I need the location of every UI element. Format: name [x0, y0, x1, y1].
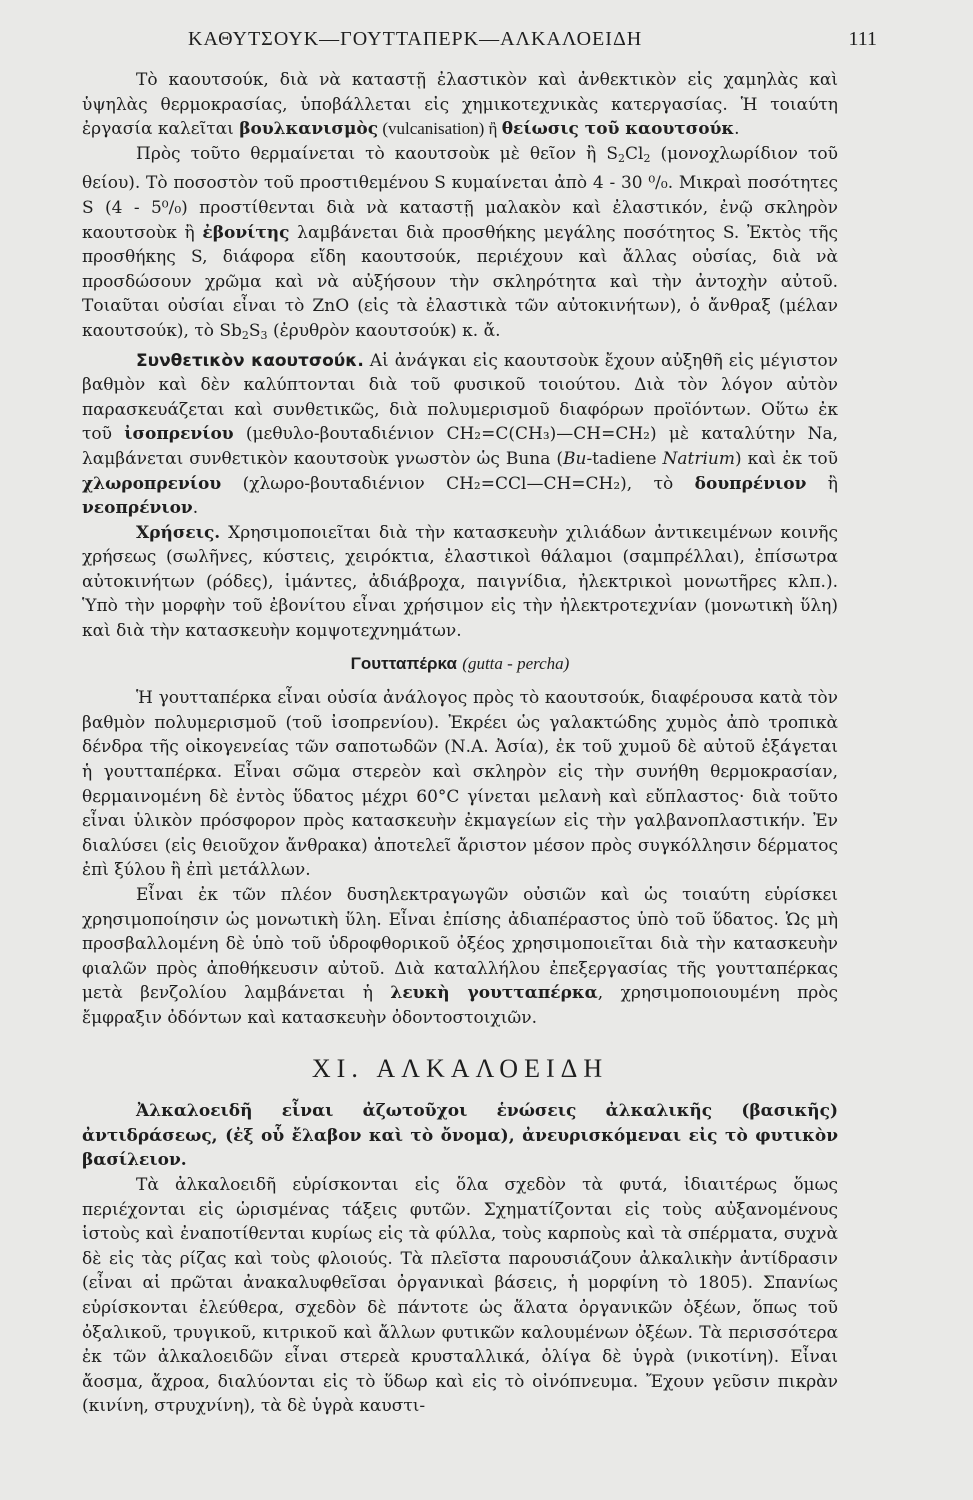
text-span: (ἐρυθρὸν καουτσούκ) κ. ἄ.	[267, 320, 501, 341]
text-span: Πρὸς τοῦτο θερμαίνεται τὸ καουτσοὺκ μὲ θεῖον ἢ S	[136, 143, 618, 164]
text-span: Τὸ καουτσούκ, διὰ νὰ καταστῇ ἐλαστικὸν καὶ ἀνθεκτικὸν εἰς χαμηλὰς καὶ ὑψηλὰς θερμοκρασίας, ὑποβάλλεται εἰς χημικοτεχνικὰς κατεργασίας. Ἡ τοιαύτη ἐργασία καλεῖται	[82, 70, 838, 140]
paragraph-sulfur	[82, 142, 838, 349]
text-span: , χρησιμοποιουμένη πρὸς ἔμφραξιν ὀδόντων καὶ κατασκευὴν ὀδοντοστοιχιῶν.	[82, 983, 838, 1028]
term-duprene: δουπρένιον	[694, 473, 807, 494]
text-span: Τὰ ἀλκαλοειδῆ εὑρίσκονται εἰς ὅλα σχεδὸν τὰ φυτά, ἰδιαιτέρως ὅμως περιέχονται εἰς ὡρισμένας τάξεις φυτῶν. Σχηματίζονται εἰς τοὺς αὐξανομένους ἱστοὺς καὶ ἐναποτίθενται κυρίως εἰς τὰ φύλλα, τοὺς καρποὺς καὶ τὰ σπέρματα, συχνὰ δὲ εἰς τὰς ρίζας καὶ τοὺς φλοιούς. Τὰ πλεῖστα παρουσιάζουν ἀλκαλικὴν ἀντίδρασιν (εἶναι αἱ πρῶται ἀνακαλυφθεῖσαι ὀργανικαὶ βάσεις, ἡ μορφίνη τὸ 1805). Σπανίως εὑρίσκονται ἐλεύθερα, σχεδὸν δὲ πάντοτε ὡς ἅλατα ὀργανικῶν ὀξέων, ὅπως τοῦ ὀξαλικοῦ, τρυγικοῦ, κιτρικοῦ καὶ ἄλλων φυτικῶν καλουμένων ὀξέων. Τὰ περισσότερα ἐκ τῶν ἀλκαλοειδῶν εἶναι στερεὰ κρυσταλλικά, ὀλίγα δὲ ὑγρὰ (νικοτίνη). Εἶναι ἄοσμα, ἄχροα, διαλύονται εἰς τὸ ὕδωρ καὶ εἰς τὸ οἰνόπνευμα. Ἔχουν γεῦσιν πικρὰν (κινίνη, στρυχνίνη), τὰ δὲ ὑγρὰ καυστι-	[82, 1174, 838, 1417]
term-uses: Χρήσεις.	[136, 522, 221, 543]
text-span: .	[734, 119, 740, 140]
text-span: .	[192, 498, 199, 519]
text-span: Χρησιμοποιεῖται διὰ τὴν κατασκευὴν χιλιάδων ἀντικειμένων κοινῆς χρήσεως (σωλῆνες, κύστεις, χειρόκτια, ἐλαστικοὶ θάλαμοι (σαμπρέλλαι), ἐπίσωτρα αὐτοκινήτων (ρόδες), ἱμάντες, ἀδιάβροχα, παιγνίδια, ἠλεκτρικοὶ μονωτῆρες κλπ.). Ὑπὸ τὴν μορφὴν τοῦ ἐβονίτου εἶναι χρήσιμον εἰς τὴν ἠλεκτροτεχνίαν (μονωτικὴ ὕλη) καὶ διὰ τὴν κατασκευὴν κομψοτεχνημάτων.	[82, 522, 838, 642]
heading-text: Γουτταπέρκα	[350, 653, 457, 673]
text-span: ἢ	[806, 473, 838, 494]
subscript: 2	[241, 328, 249, 342]
paragraph-alkaloid-definition	[82, 1099, 838, 1173]
page-number: 111	[848, 28, 877, 50]
term-ebonite: ἐβονίτης	[202, 222, 290, 243]
paragraph-vulcanisation	[82, 68, 838, 142]
text-span: (μονοχλωρίδιον τοῦ θείου). Τὸ ποσοστὸν τοῦ προστιθεμένου S κυμαίνεται ἀπὸ 4 - 30 ⁰/₀. Μικραὶ ποσότητες S (4 - 5⁰/₀) προστίθενται διὰ νὰ καταστῇ μαλακὸν καὶ ἐλαστικόν, ἐνῷ σκληρὸν καουτσοὺκ ἢ	[82, 143, 838, 243]
paragraph-alkaloids-1	[82, 1173, 838, 1419]
term-vulcanisation: βουλκανισμὸς	[239, 119, 379, 140]
text-span: ) καὶ ἐκ τοῦ	[734, 448, 838, 469]
text-span: Εἶναι ἐκ τῶν πλέον δυσηλεκτραγωγῶν οὐσιῶν καὶ ὡς τοιαύτη εὑρίσκει χρησιμοποίησιν ὡς μονωτικὴ ὕλη. Εἶναι ἐπίσης ἀδιαπέραστος ὑπὸ τοῦ ὕδατος. Ὡς μὴ προσβαλλομένη δὲ ὑπὸ τοῦ ὑδροφθορικοῦ ὀξέος χρησιμοποιεῖται διὰ τὴν κατασκευὴν φιαλῶν πρὸς ἀποθήκευσιν αὐτοῦ. Διὰ καταλλήλου ἐπεξεργασίας τῆς γουτταπέρκας μετὰ βενζολίου λαμβάνεται ἡ	[82, 885, 838, 1004]
heading-latin: (gutta - percha)	[462, 653, 570, 673]
paragraph-synthetic	[82, 349, 838, 521]
text-span: Ἡ γουτταπέρκα εἶναι οὐσία ἀνάλογος πρὸς τὸ καουτσούκ, διαφέρουσα κατὰ τὸν βαθμὸν πολυμερισμοῦ (τοῦ ἰσοπρενίου). Ἐκρέει ὡς γαλακτώδης χυμὸς ἀπὸ τροπικὰ δένδρα τῆς οἰκογενείας τῶν σαποτωδῶν (Ν.Α. Ἀσία), ἐκ τοῦ χυμοῦ δὲ αὐτοῦ ἐξάγεται ἡ γουτταπέρκα. Εἶναι σῶμα στερεὸν καὶ σκληρὸν εἰς τὴν συνήθη θερμοκρασίαν, θερμαινομένη δὲ ἐντὸς ὕδατος μέχρι 60°C γίνεται μελανὴ καὶ εὔπλαστος· διὰ τοῦτο εἶναι ὑλικὸν πρόσφορον πρὸς κατασκευὴν ἐκμαγείων εἰς τὴν γαλβανοπλαστικήν. Ἐν διαλύσει (εἰς θειοῦχον ἄνθρακα) ἀποτελεῖ ἄριστον μέσον πρὸς συγκόλλησιν δέρματος ἐπὶ ξύλου ἢ ἐπὶ μετάλλων.	[82, 688, 838, 881]
subscript: 2	[618, 151, 625, 165]
text-span: -tadiene	[586, 448, 663, 469]
term-sulfuration: θείωσις τοῦ καουτσούκ	[501, 119, 735, 140]
term-neoprene: νεοπρένιον	[82, 498, 193, 519]
text-span: λαμβάνεται διὰ προσθήκης μεγάλης ποσότητος S. Ἐκτὸς τῆς προσθήκης S, διάφορα εἴδη καουτσούκ, περιέχουν καὶ ἄλλας οὐσίας, διὰ νὰ προσδώσουν χρῶμα καὶ νὰ αὐξήσουν τὴν σκληρότητα καὶ τὴν ἀντοχὴν αὐτοῦ. Τοιαῦται οὐσίαι εἶναι τὸ ZnO (εἰς τὰ ἐλαστικὰ τῶν αὐτοκινήτων), ὁ ἄνθραξ (μέλαν καουτσούκ), τὸ Sb	[82, 222, 838, 341]
running-header	[108, 28, 877, 68]
text-span: (μεθυλο-βουταδιένιον CH₂=C(CH₃)—CH=CH₂) μὲ καταλύτην Na, λαμβάνεται συνθετικὸν καουτσοὺκ γνωστὸν ὡς Buna (	[82, 424, 838, 469]
term-white-gutta-percha: λευκὴ γουτταπέρκα	[390, 983, 598, 1004]
term-isoprene: ἰσοπρενίου	[124, 424, 234, 445]
page-body	[82, 68, 838, 1419]
text-span: (vulcanisation) ἢ	[378, 119, 502, 139]
text-span: (χλωρο-βουταδιένιον CH₂=CCl—CH=CH₂), τὸ	[221, 473, 695, 494]
definition-text: Ἀλκαλοειδῆ εἶναι ἀζωτοῦχοι ἑνώσεις ἀλκαλικῆς (βασικῆς) ἀντιδράσεως, (ἐξ οὗ ἔλαβον καὶ τὸ ὄνομα), ἀνευρισκόμεναι εἰς τὸ φυτικὸν βασίλειον.	[82, 1101, 838, 1171]
text-span: S	[248, 320, 261, 341]
paragraph-gutta-1	[82, 686, 838, 883]
section-heading-gutta-percha	[82, 652, 838, 677]
text-span: Cl	[625, 143, 644, 164]
paragraph-uses	[82, 521, 838, 644]
paragraph-gutta-2	[82, 883, 838, 1031]
subscript: 3	[260, 328, 268, 342]
running-title: ΚΑΘΥΤΣΟΥΚ—ΓΟΥΤΤΑΠΕΡΚ—ΑΛΚΑΛΟΕΙΔΗ	[188, 28, 643, 50]
term-chloroprene: χλωροπρενίου	[82, 473, 222, 494]
italic-span: Bu	[562, 448, 587, 469]
text-span: Αἱ ἀνάγκαι εἰς καουτσοὺκ ἔχουν αὐξηθῆ εἰς μέγιστον βαθμὸν καὶ δὲν καλύπτονται διὰ τοῦ φυσικοῦ τοιούτου. Διὰ τὸν λόγον αὐτὸν παρασκευάζεται καὶ συνθετικῶς, διὰ πολυμερισμοῦ διαφόρων προϊόντων. Οὕτω ἐκ τοῦ	[82, 350, 838, 445]
subscript: 2	[643, 151, 651, 165]
chapter-heading-alkaloids: XI. ΑΛΚΑΛΟΕΙΔΗ	[311, 1053, 609, 1083]
italic-span: Natrium	[662, 448, 735, 469]
term-synthetic-rubber: Συνθετικὸν καουτσούκ.	[136, 350, 364, 371]
